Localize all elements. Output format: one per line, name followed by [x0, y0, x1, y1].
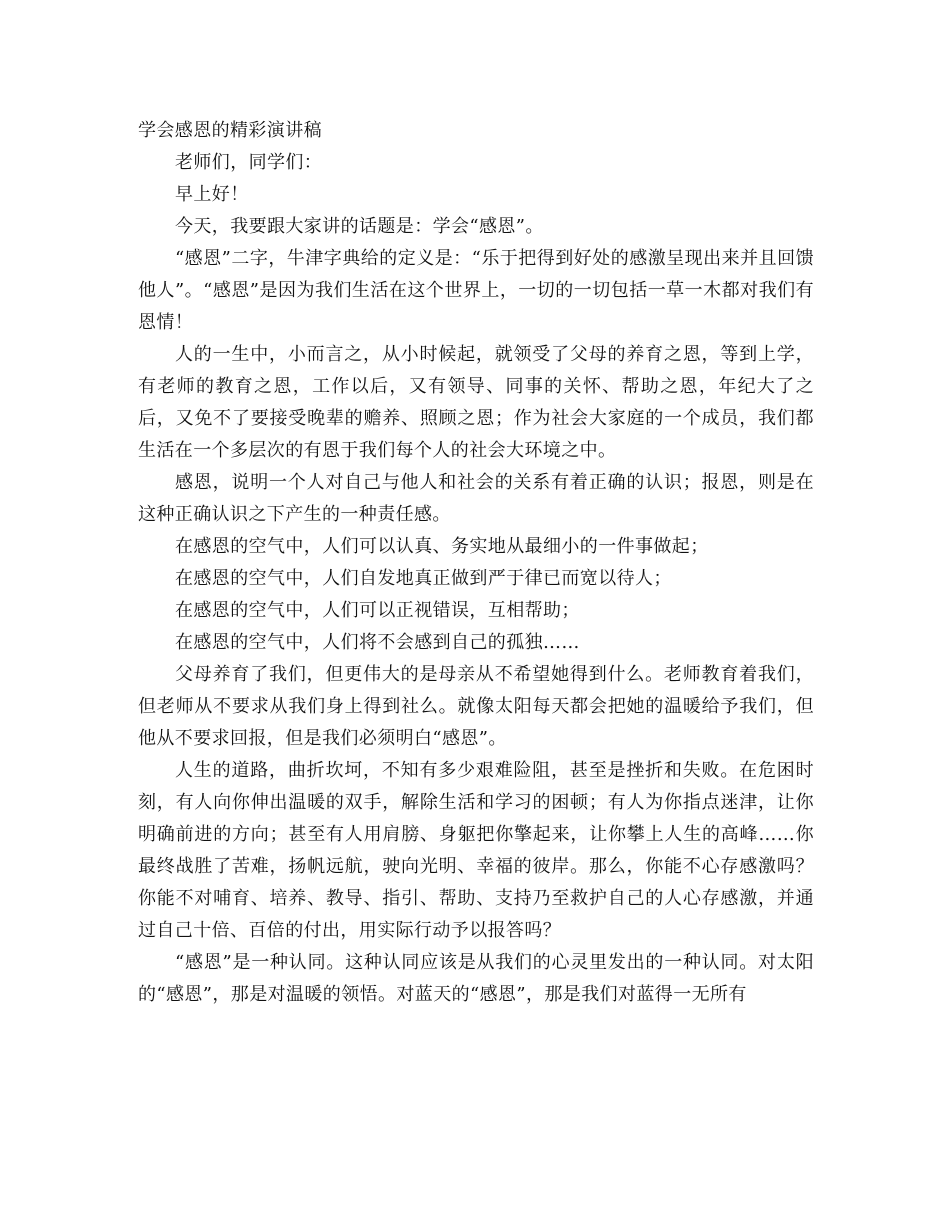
paragraph-life-gratitude: 人的一生中，小而言之，从小时候起，就领受了父母的养育之恩，等到上学，有老师的教育之恩，工作以后，又有领导、同事的关怀、帮助之恩，年纪大了之后，又免不了要接受晚辈的赡养、照顾之恩；作为社会大家庭的一个成员，我们都生活在一个多层次的有恩于我们每个人的社会大环境之中。 [138, 344, 814, 461]
paragraph-good-morning: 早上好！ [175, 184, 249, 205]
paragraph-gratitude-air-1: 在感恩的空气中，人们可以认真、务实地从最细小的一件事做起； [175, 536, 709, 557]
document-body [138, 115, 814, 1011]
paragraph-topic: 今天，我要跟大家讲的话题是：学会“感恩”。 [175, 216, 544, 237]
paragraph-parents-teachers: 父母养育了我们，但更伟大的是母亲从不希望她得到什么。老师教育着我们，但老师从不要求从我们身上得到社么。就像太阳每天都会把她的温暖给予我们，但他从不要求回报，但是我们必须明白“感恩”。 [138, 664, 814, 749]
paragraph-gratitude-air-4: 在感恩的空气中，人们将不会感到自己的孤独…… [175, 632, 580, 653]
paragraph-gratitude-air-3: 在感恩的空气中，人们可以正视错误，互相帮助； [175, 600, 580, 621]
document-title: 学会感恩的精彩演讲稿 [138, 120, 322, 141]
paragraph-greeting: 老师们，同学们： [175, 152, 323, 173]
paragraph-gratitude-air-2: 在感恩的空气中，人们自发地真正做到严于律已而宽以待人； [175, 568, 672, 589]
paragraph-definition: “感恩”二字，牛津字典给的定义是：“乐于把得到好处的感激呈现出来并且回馈他人”。“感恩”是因为我们生活在这个世界上，一切的一切包括一草一木都对我们有恩情！ [138, 248, 814, 333]
paragraph-recognition: “感恩”是一种认同。这种认同应该是从我们的心灵里发出的一种认同。对太阳的“感恩”，那是对温暖的领悟。对蓝天的“感恩”，那是我们对蓝得一无所有 [138, 952, 814, 1005]
paragraph-responsibility: 感恩，说明一个人对自己与他人和社会的关系有着正确的认识；报恩，则是在这种正确认识之下产生的一种责任感。 [138, 472, 814, 525]
paragraph-life-road: 人生的道路，曲折坎坷，不知有多少艰难险阻，甚至是挫折和失败。在危困时刻，有人向你伸出温暖的双手，解除生活和学习的困顿；有人为你指点迷津，让你明确前进的方向；甚至有人用肩膀、身躯把你擎起来，让你攀上人生的高峰……你最终战胜了苦难，扬帆远航，驶向光明、幸福的彼岸。那么，你能不心存感激吗？你能不对哺育、培养、教导、指引、帮助、支持乃至救护自己的人心存感激，并通过自己十倍、百倍的付出，用实际行动予以报答吗？ [138, 760, 814, 941]
